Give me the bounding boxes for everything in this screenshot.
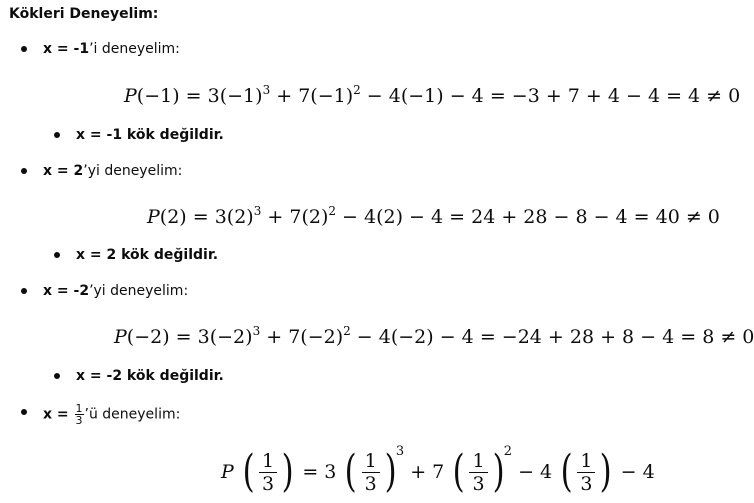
bullet-dot — [21, 288, 27, 294]
bullet-dot — [54, 132, 60, 138]
try-value: x = 2 — [43, 163, 84, 179]
equation-p-2: $P(2) = 3(2)^3 + 7(2)^2 - 4(2) - 4 = 24 + 28 - 8 - 4 = 40 \ne 0$ — [147, 204, 720, 228]
bullet-try-one-third — [43, 403, 180, 426]
conclusion-2 — [76, 246, 218, 264]
bullet-try-minus-1 — [43, 40, 180, 58]
section-heading: Kökleri Deneyelim: — [9, 6, 159, 22]
conclusion-minus-2 — [76, 367, 224, 385]
conclusion-text: x = -2 kök değildir. — [76, 368, 224, 384]
try-suffix: ’yi deneyelim: — [83, 163, 183, 179]
conclusion-text: x = -1 kök değildir. — [76, 127, 224, 143]
conclusion-text: x = 2 kök değildir. — [76, 247, 219, 263]
bullet-try-2 — [43, 162, 182, 180]
bullet-dot — [21, 168, 27, 174]
bullet-try-minus-2 — [43, 282, 188, 300]
bullet-dot — [54, 373, 60, 379]
try-value: x = -1 — [43, 41, 90, 57]
bullet-dot — [21, 46, 27, 52]
bullet-dot — [54, 252, 60, 258]
equation-p-minus-1: $P(-1) = 3(-1)^3 + 7(-1)^2 - 4(-1) - 4 = -3 + 7 + 4 - 4 = 4 \ne 0$ — [124, 83, 741, 107]
try-suffix: ’i deneyelim: — [89, 41, 180, 57]
equation-p-minus-2: $P(-2) = 3(-2)^3 + 7(-2)^2 - 4(-2) - 4 = -24 + 28 + 8 - 4 = 8 \ne 0$ — [114, 324, 754, 348]
try-suffix: ’yi deneyelim: — [89, 283, 189, 299]
conclusion-minus-1 — [76, 126, 224, 144]
try-value: x = -2 — [43, 283, 90, 299]
try-value: x = — [43, 406, 74, 423]
equation-p-one-third: P ( $\frac{1}{3}$ ) = 3 ( $\frac{1}{3}$ )$^3$ + 7 ( $\frac{1}{3}$ )$^2$ − 4 ( $\frac{1}{3}$ ) − 4 — [221, 444, 655, 497]
bullet-dot — [21, 409, 27, 415]
try-suffix: ’ü deneyelim: — [84, 406, 181, 423]
try-fraction: $\frac{1}{3}$ — [75, 402, 83, 427]
